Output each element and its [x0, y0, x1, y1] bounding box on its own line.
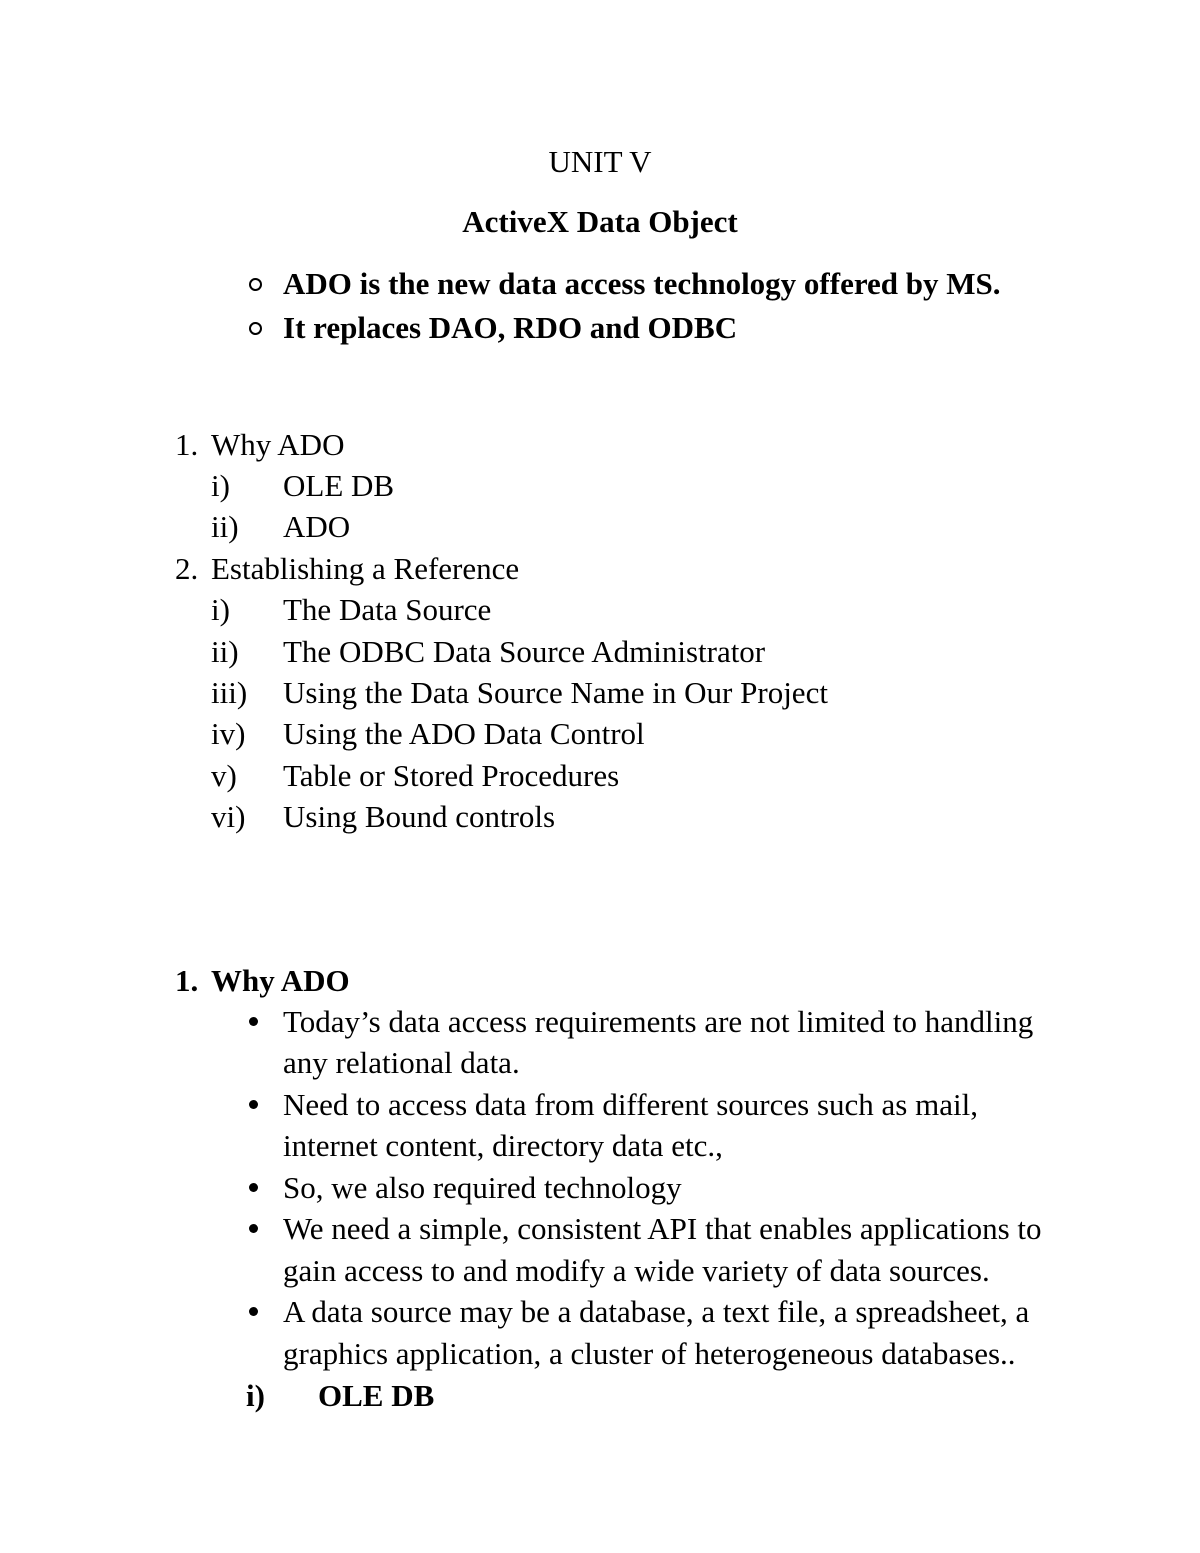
- bullet-icon: [249, 1307, 258, 1316]
- toc-subitem-marker: i): [211, 468, 230, 503]
- toc-subitem-marker: v): [211, 758, 237, 793]
- intro-item-text: It replaces DAO, RDO and ODBC: [283, 310, 738, 345]
- toc-subitem-marker: i): [211, 592, 230, 627]
- unit-title: UNIT V: [548, 144, 652, 179]
- toc-subitem-label: Using the ADO Data Control: [283, 716, 645, 751]
- toc-subitem-label: OLE DB: [283, 468, 395, 503]
- list-item-line: Need to access data from different sources such as mail,: [283, 1087, 978, 1122]
- toc-item-number: 2.: [175, 551, 199, 586]
- toc-subitem-label: Using Bound controls: [283, 799, 556, 834]
- list-item-line: A data source may be a database, a text file, a spreadsheet, a: [283, 1294, 1030, 1329]
- list-item-line: graphics application, a cluster of heterogeneous databases..: [283, 1336, 1016, 1371]
- list-item-line: gain access to and modify a wide variety of data sources.: [283, 1253, 990, 1288]
- toc-subitem-marker: ii): [211, 634, 239, 669]
- list-item-line: internet content, directory data etc.,: [283, 1128, 723, 1163]
- hollow-bullet-icon: [249, 278, 262, 291]
- section-number: 1.: [175, 963, 199, 998]
- toc-subitem-marker: iv): [211, 716, 246, 751]
- toc-subitem-label: Table or Stored Procedures: [283, 758, 620, 793]
- toc-item-label: Establishing a Reference: [211, 551, 520, 586]
- list-item-line: any relational data.: [283, 1045, 520, 1080]
- toc-subitem-label: The Data Source: [283, 592, 492, 627]
- section-heading: Why ADO: [211, 963, 350, 998]
- toc-item-label: Why ADO: [211, 427, 345, 462]
- bullet-icon: [249, 1017, 258, 1026]
- page-title: ActiveX Data Object: [462, 204, 738, 239]
- bullet-icon: [249, 1183, 258, 1192]
- toc-subitem-marker: iii): [211, 675, 248, 710]
- bullet-icon: [249, 1224, 258, 1233]
- bullet-icon: [249, 1100, 258, 1109]
- toc-subitem-label: Using the Data Source Name in Our Project: [283, 675, 828, 710]
- list-item-line: So, we also required technology: [283, 1170, 682, 1205]
- list-item-line: We need a simple, consistent API that enables applications to: [283, 1211, 1042, 1246]
- hollow-bullet-icon: [249, 322, 262, 335]
- toc-subitem-marker: ii): [211, 509, 239, 544]
- toc-subitem-label: The ODBC Data Source Administrator: [283, 634, 766, 669]
- intro-item-text: ADO is the new data access technology offered by MS.: [283, 266, 1001, 301]
- toc-subitem-label: ADO: [283, 509, 351, 544]
- subsection-marker: i): [246, 1378, 265, 1413]
- list-item-line: Today’s data access requirements are not limited to handling: [283, 1004, 1034, 1039]
- subsection-title: OLE DB: [318, 1378, 435, 1413]
- toc-item-number: 1.: [175, 427, 199, 462]
- toc-subitem-marker: vi): [211, 799, 246, 834]
